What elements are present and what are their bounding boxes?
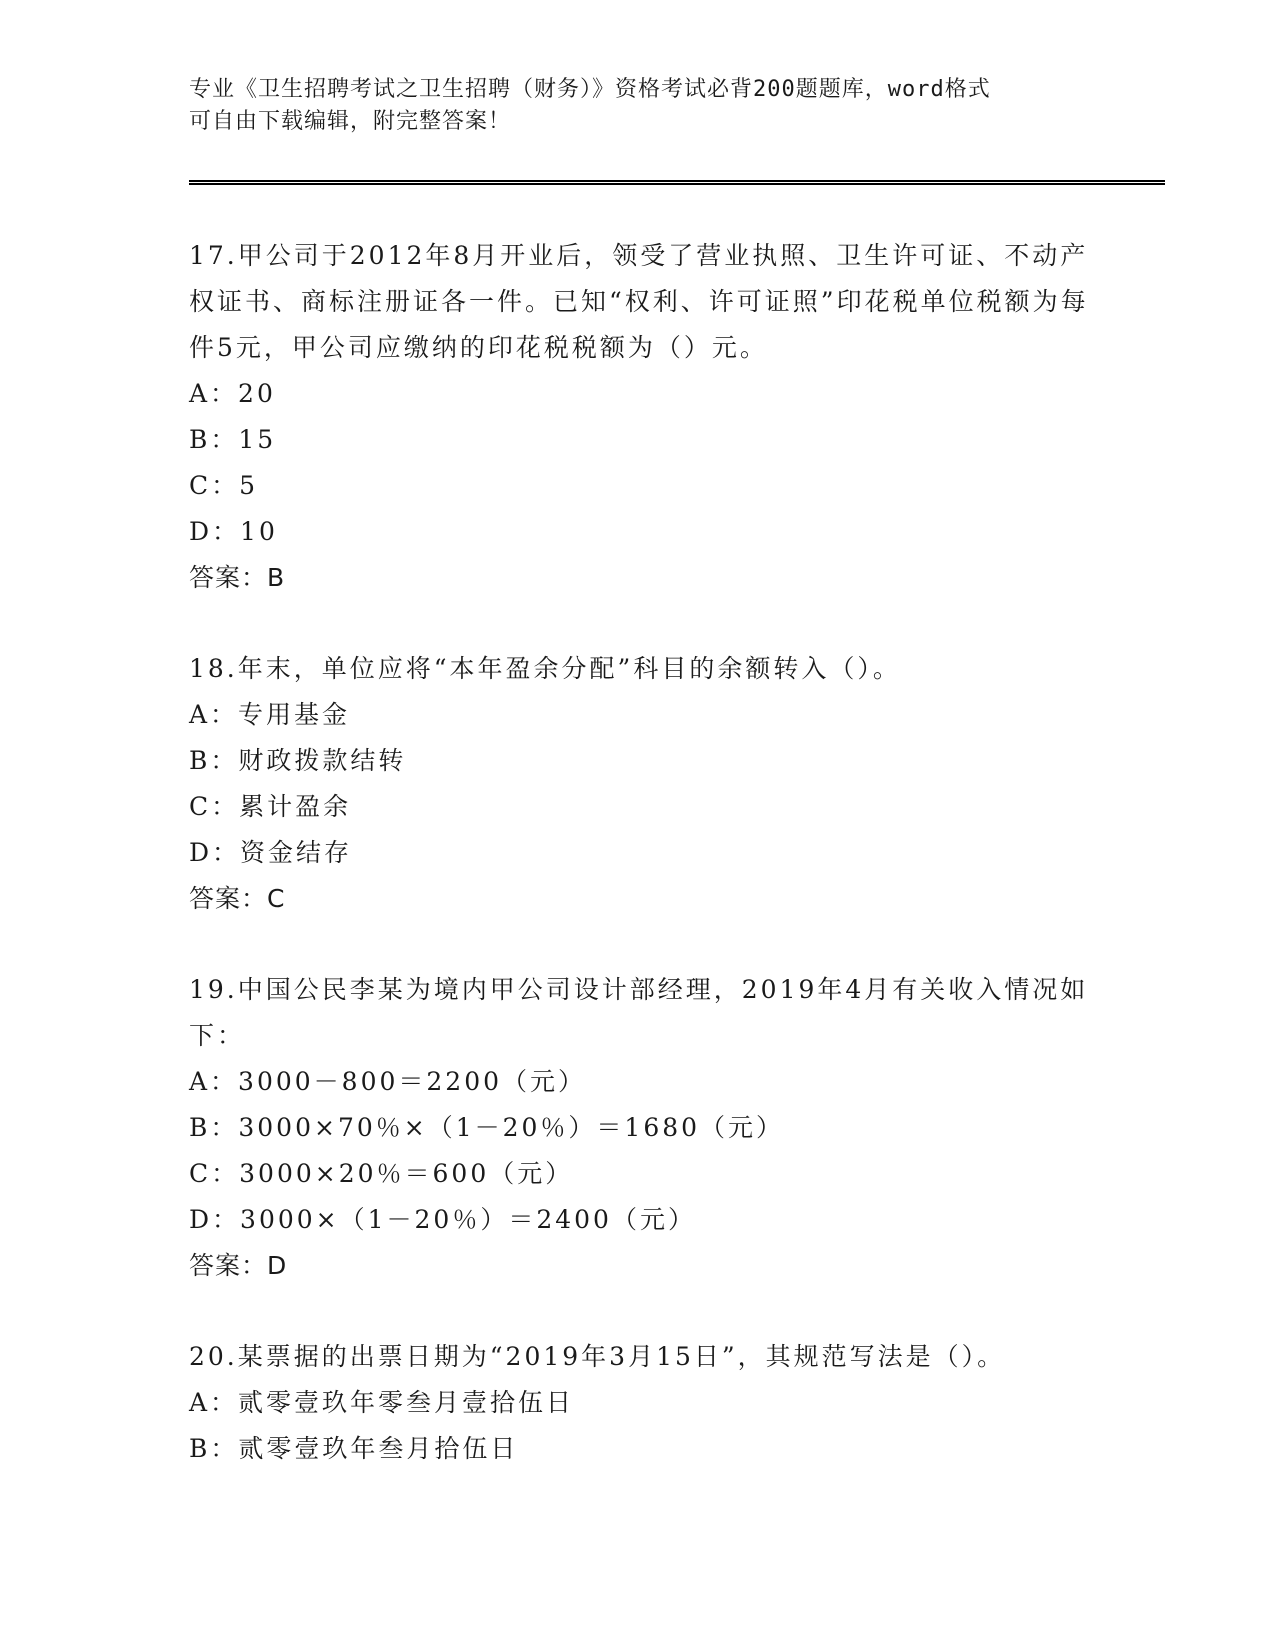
- option-b: B：15: [189, 425, 277, 454]
- option-d: D：资金结存: [189, 838, 353, 867]
- option-a: A：20: [189, 379, 276, 408]
- header-title-line-1: 专业《卫生招聘考试之卫生招聘（财务）》资格考试必背200题题库，word格式: [189, 77, 991, 102]
- option-c: C：5: [189, 471, 259, 500]
- option-a: A：贰零壹玖年零叁月壹拾伍日: [189, 1388, 575, 1417]
- option-d: D：10: [189, 517, 278, 546]
- option-a: A：3000－800＝2200（元）: [189, 1067, 587, 1096]
- document-header: [189, 74, 1089, 138]
- question-stem: 20.某票据的出票日期为“2019年3月15日”，其规范写法是（）。: [189, 1342, 1006, 1371]
- answer-line: 答案：B: [189, 563, 286, 592]
- question-17: [189, 233, 1089, 601]
- option-b: B：财政拨款结转: [189, 746, 407, 775]
- answer-line: 答案：D: [189, 1251, 288, 1280]
- question-list: [189, 233, 1089, 1517]
- question-stem: 19.中国公民李某为境内甲公司设计部经理，2019年4月有关收入情况如下：: [189, 975, 1089, 1050]
- question-19: [189, 967, 1089, 1289]
- option-b: B：贰零壹玖年叁月拾伍日: [189, 1434, 519, 1463]
- header-divider: [189, 180, 1165, 185]
- answer-line: 答案：C: [189, 884, 286, 913]
- question-stem: 17.甲公司于2012年8月开业后，领受了营业执照、卫生许可证、不动产权证书、商标注册证各一件。已知“权利、许可证照”印花税单位税额为每件5元，甲公司应缴纳的印花税税额为（）元。: [189, 241, 1089, 362]
- option-c: C：3000×20％＝600（元）: [189, 1159, 574, 1188]
- question-18: [189, 646, 1089, 922]
- question-20: [189, 1334, 1089, 1472]
- option-d: D：3000×（1－20％）＝2400（元）: [189, 1205, 696, 1234]
- option-c: C：累计盈余: [189, 792, 352, 821]
- header-title-line-2: 可自由下载编辑，附完整答案！: [189, 109, 512, 134]
- option-a: A：专用基金: [189, 700, 351, 729]
- question-stem: 18.年末，单位应将“本年盈余分配”科目的余额转入（）。: [189, 654, 901, 683]
- option-b: B：3000×70％×（1－20％）＝1680（元）: [189, 1113, 785, 1142]
